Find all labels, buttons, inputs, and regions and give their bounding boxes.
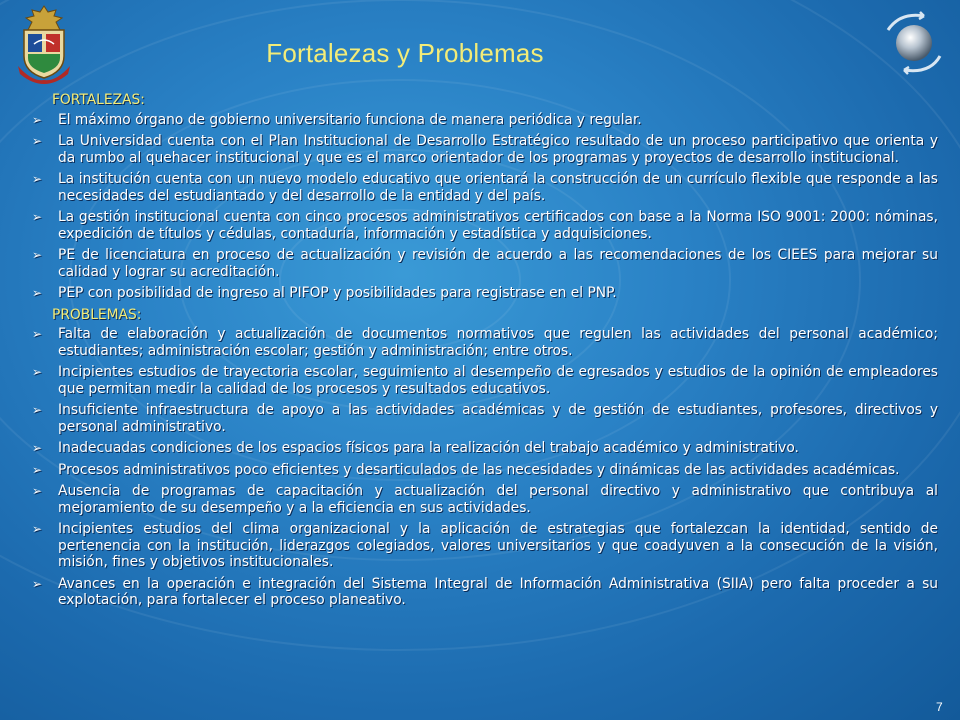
problema-item: ➢ Falta de elaboración y actualización de documentos normativos que regulen las actividades del personal académico; estudiantes; administración escolar; gestión y administración; entre otros.	[32, 326, 938, 359]
problema-item: ➢ Avances en la operación e integración del Sistema Integral de Información Administrativa (SIIA) pero falta proceder a su explotación, para fortalecer el proceso planeativo.	[32, 575, 938, 608]
problema-item: ➢ Procesos administrativos poco eficientes y desarticulados de las necesidades y dinámicas de las actividades académicas.	[32, 461, 900, 478]
slide-content	[22, 92, 938, 614]
arrow-bullet-icon: ➢	[32, 327, 43, 341]
page-number: 7	[936, 700, 943, 714]
arrow-bullet-icon: ➢	[32, 576, 43, 591]
arrow-bullet-icon: ➢	[32, 462, 43, 477]
arrow-bullet-icon: ➢	[32, 134, 43, 148]
fortalezas-heading: FORTALEZAS:	[52, 92, 145, 108]
problema-item: ➢ Incipientes estudios de trayectoria escolar, seguimiento al desempeño de egresados y estudios de la opinión de empleadores que permitan medir la calidad de los procesos y resultados educativos.	[32, 364, 938, 397]
globe-orbit-icon	[880, 10, 948, 76]
arrow-bullet-icon: ➢	[32, 522, 43, 536]
arrow-bullet-icon: ➢	[32, 403, 43, 417]
fortaleza-item: ➢ PE de licenciatura en proceso de actualización y revisión de acuerdo a las recomendaciones de los CIEES para mejorar su calidad y lograr su acreditación.	[32, 247, 938, 280]
problema-item: ➢ Ausencia de programas de capacitación y actualización del personal directivo y administrativo que contribuya al mejoramiento de su desempeño y a la eficiencia en sus actividades.	[32, 483, 938, 516]
fortaleza-item: ➢ La gestión institucional cuenta con cinco procesos administrativos certificados con base a la Norma ISO 9001: 2000: nóminas, expedición de títulos y cédulas, contaduría, información y estadística y adquisiciones.	[32, 209, 938, 242]
arrow-bullet-icon: ➢	[32, 172, 43, 186]
problemas-heading: PROBLEMAS:	[52, 306, 142, 323]
arrow-bullet-icon: ➢	[32, 112, 43, 127]
fortaleza-item: ➢ El máximo órgano de gobierno universitario funciona de manera periódica y regular.	[32, 111, 642, 128]
fortaleza-item: ➢ La Universidad cuenta con el Plan Institucional de Desarrollo Estratégico resultado de un proceso participativo que orienta y da rumbo al quehacer institucional y que es el marco orientador de los programas y proyectos de desarrollo institucional.	[32, 133, 938, 166]
problema-item: ➢ Inadecuadas condiciones de los espacios físicos para la realización del trabajo académico y administrativo.	[32, 440, 799, 456]
arrow-bullet-icon: ➢	[32, 210, 43, 224]
arrow-bullet-icon: ➢	[32, 286, 43, 300]
fortaleza-item: ➢ La institución cuenta con un nuevo modelo educativo que orientará la construcción de un currículo flexible que responde a las necesidades del estudiantado y del desarrollo de la entidad y del país.	[32, 171, 938, 204]
arrow-bullet-icon: ➢	[32, 365, 43, 379]
arrow-bullet-icon: ➢	[32, 441, 43, 455]
arrow-bullet-icon: ➢	[32, 484, 43, 498]
fortaleza-item: ➢ PEP con posibilidad de ingreso al PIFOP y posibilidades para registrase en el PNP.	[32, 285, 617, 301]
slide-title: Fortalezas y Problemas	[266, 38, 544, 68]
problema-item: ➢ Incipientes estudios del clima organizacional y la aplicación de estrategias que fortalezcan la identidad, sentido de pertenencia con la institución, liderazgos colegiados, valores universitarios y que coadyuven a la consecución de la visión, misión, fines y objetivos institucionales.	[32, 521, 938, 570]
problema-item: ➢ Insuficiente infraestructura de apoyo a las actividades académicas y de gestión de estudiantes, profesores, directivos y personal administrativo.	[32, 402, 938, 435]
arrow-bullet-icon: ➢	[32, 248, 43, 262]
